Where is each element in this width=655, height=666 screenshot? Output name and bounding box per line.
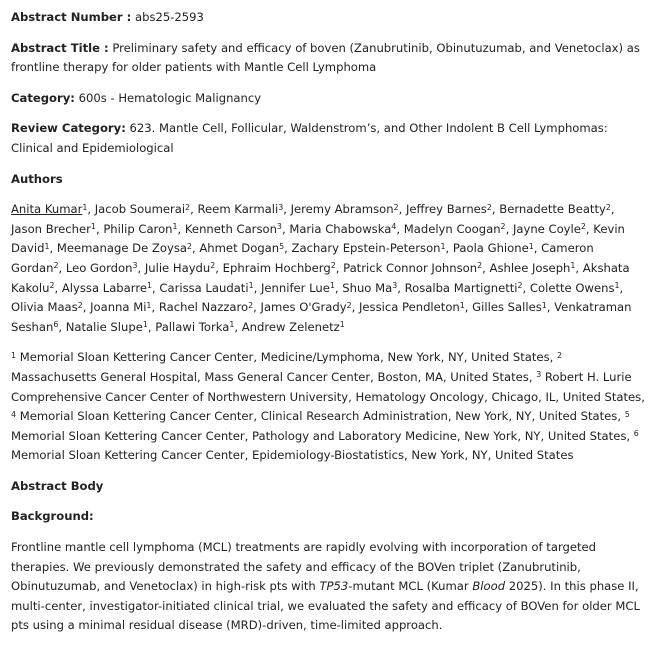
author-affiliation-mark: 1 bbox=[329, 280, 335, 290]
author-affiliation-mark: 2 bbox=[346, 300, 352, 310]
affiliation-number: 4 bbox=[11, 409, 17, 419]
background-heading: Background: bbox=[11, 509, 94, 524]
author bbox=[490, 261, 576, 275]
author bbox=[261, 300, 352, 314]
author-name: Joanna Mi bbox=[90, 300, 147, 315]
author-name: Kenneth Carson bbox=[184, 221, 277, 236]
review-category-row bbox=[11, 119, 648, 158]
author-name: Jeremy Abramson bbox=[290, 202, 394, 217]
author-name: Jason Brecher bbox=[11, 221, 91, 236]
author bbox=[291, 202, 399, 216]
authors-heading: Authors bbox=[11, 171, 63, 186]
author-affiliation-mark: 1 bbox=[172, 222, 178, 232]
author-name: James O'Grady bbox=[260, 300, 347, 315]
author bbox=[405, 281, 523, 295]
abstract-title-label: Abstract Title : bbox=[11, 40, 109, 55]
author-name: Ashlee Joseph bbox=[489, 260, 571, 275]
author bbox=[62, 281, 152, 295]
author bbox=[198, 202, 284, 216]
author bbox=[66, 261, 138, 275]
author bbox=[242, 320, 345, 334]
author-name: Rosalba Martignetti bbox=[404, 280, 518, 295]
author-affiliation-mark: 6 bbox=[53, 320, 59, 330]
author-affiliation-mark: 1 bbox=[570, 261, 576, 271]
author-name: Julie Haydu bbox=[144, 260, 211, 275]
author-name: Shuo Ma bbox=[342, 280, 393, 295]
author bbox=[66, 320, 148, 334]
affiliation bbox=[11, 409, 621, 423]
affiliation-text: Memorial Sloan Kettering Cancer Center, Pathology and Laboratory Medicine, New York, NY, United States, bbox=[11, 428, 631, 443]
author[interactable] bbox=[11, 202, 87, 216]
author bbox=[11, 300, 83, 314]
author-affiliation-mark: 2 bbox=[53, 261, 59, 271]
author bbox=[289, 222, 396, 236]
abstract-number-label: Abstract Number : bbox=[11, 10, 132, 24]
author-affiliation-mark: 1 bbox=[90, 222, 96, 232]
author bbox=[404, 222, 506, 236]
author-affiliation-mark: 2 bbox=[486, 202, 492, 212]
affiliation-number: 1 bbox=[11, 350, 17, 360]
author-affiliation-mark: 2 bbox=[49, 280, 55, 290]
author bbox=[343, 261, 482, 275]
abstract-number-value: abs25-2593 bbox=[134, 10, 204, 24]
author-name: Rachel Nazzaro bbox=[158, 300, 249, 315]
category-value: 600s - Hematologic Malignancy bbox=[78, 90, 262, 105]
author bbox=[406, 202, 492, 216]
author bbox=[145, 261, 215, 275]
author bbox=[159, 300, 253, 314]
author-affiliation-mark: 1 bbox=[229, 320, 235, 330]
author-affiliation-mark: 1 bbox=[142, 320, 148, 330]
author-affiliation-mark: 2 bbox=[77, 300, 83, 310]
affiliations-list bbox=[11, 348, 648, 466]
abstract-title-row bbox=[11, 39, 648, 78]
affiliation-text: Memorial Sloan Kettering Cancer Center, Medicine/Lymphoma, New York, NY, United States, bbox=[19, 350, 554, 365]
affiliation-text: Robert H. Lurie Comprehensive Cancer Center of Northwestern University, Hematology Oncology, Chicago, IL, United States, bbox=[11, 369, 645, 404]
author-affiliation-mark: 1 bbox=[82, 202, 88, 212]
author-affiliation-mark: 4 bbox=[391, 222, 397, 232]
author-affiliation-mark: 1 bbox=[146, 280, 152, 290]
author-name: Ahmet Dogan bbox=[199, 241, 280, 256]
author-affiliation-mark: 1 bbox=[528, 241, 534, 251]
author-name: Zachary Epstein-Peterson bbox=[291, 241, 441, 256]
author bbox=[185, 222, 282, 236]
author bbox=[95, 202, 190, 216]
author-name: Patrick Connor Johnson bbox=[343, 260, 478, 275]
author-name: Jeffrey Barnes bbox=[405, 202, 487, 217]
author-affiliation-mark: 1 bbox=[614, 280, 620, 290]
affiliation-text: Memorial Sloan Kettering Cancer Center, Clinical Research Administration, New York, NY, United States, bbox=[19, 409, 622, 424]
affiliation-number: 6 bbox=[633, 429, 639, 439]
category-row bbox=[11, 89, 648, 109]
author-name: Gilles Salles bbox=[472, 300, 542, 315]
author-affiliation-mark: 1 bbox=[459, 300, 465, 310]
affiliation-number: 5 bbox=[624, 409, 630, 419]
author-affiliation-mark: 2 bbox=[477, 261, 483, 271]
author-affiliation-mark: 2 bbox=[517, 280, 523, 290]
author bbox=[513, 222, 586, 236]
author-affiliation-mark: 2 bbox=[500, 222, 506, 232]
author-affiliation-mark: 1 bbox=[44, 241, 50, 251]
author-affiliation-mark: 2 bbox=[605, 202, 611, 212]
author-affiliation-mark: 1 bbox=[541, 300, 547, 310]
author-name: Jessica Pendleton bbox=[359, 300, 460, 315]
author bbox=[11, 222, 96, 236]
author-affiliation-mark: 1 bbox=[339, 320, 345, 330]
journal-name: Blood bbox=[472, 579, 506, 594]
author-name: Jennifer Lue bbox=[260, 280, 330, 295]
author-affiliation-mark: 2 bbox=[210, 261, 216, 271]
author-name: Pallawi Torka bbox=[155, 319, 230, 334]
affiliation-text: Massachusetts General Hospital, Mass General Cancer Center, Boston, MA, United States, bbox=[11, 369, 533, 384]
affiliation-text: Memorial Sloan Kettering Cancer Center, Epidemiology-Biostatistics, New York, NY, United States bbox=[11, 448, 574, 463]
author-affiliation-mark: 1 bbox=[440, 241, 446, 251]
review-category-value: 623. Mantle Cell, Follicular, Waldenstrom’s, and Other Indolent B Cell Lymphomas: Clinical and Epidemiological bbox=[11, 121, 608, 155]
author-name: Jacob Soumerai bbox=[94, 202, 186, 217]
author-affiliation-mark: 2 bbox=[185, 202, 191, 212]
author bbox=[453, 241, 534, 255]
author-name: Cameron Gordan bbox=[11, 241, 594, 275]
author-affiliation-mark: 3 bbox=[276, 222, 282, 232]
author-name: Kevin David bbox=[11, 221, 625, 256]
author-affiliation-mark: 3 bbox=[392, 280, 398, 290]
author-name: Ephraim Hochberg bbox=[222, 260, 331, 275]
author bbox=[261, 281, 335, 295]
author bbox=[342, 281, 397, 295]
category-label: Category: bbox=[11, 90, 75, 105]
author bbox=[359, 300, 465, 314]
author bbox=[57, 241, 192, 255]
author-name: Paola Ghione bbox=[452, 241, 529, 256]
authors-list: Anita Kumar$^1$, Jacob Soumerai$^2$, Reem Karmali$^3$, Jeremy Abramson$^2$, Jeffrey Barnes$^2$, Bernadette Beatty$^2$, Jason Brecher$^1$, Philip Caron$^1$, Kenneth Carson$^3$, Maria Chabowska$^4$, Madelyn Coogan$^2$, Jayne Coyle$^2$, Kevin David$^1$, Meemanage De Zoysa$^2$, Ahmet Dogan$^5$, Zachary Epstein-Peterson$^1$, Paola Ghione$^1$, Cameron Gordan$^2$, Leo Gordon$^3$, Julie Haydu$^2$, Ephraim Hochberg$^2$, Patrick Connor Johnson$^2$, Ashlee Joseph$^1$, Akshata Kakolu$^2$, Alyssa Labarre$^1$, Carissa Laudati$^1$, Jennifer Lue$^1$, Shuo Ma$^3$, Rosalba Martignetti$^2$, Colette Owens$^1$, Olivia Maas$^2$, Joanna Mi$^1$, Rachel Nazzaro$^2$, James O'Grady$^2$, Jessica Pendleton$^1$, Gilles Salles$^1$, Venkatraman Seshan$^6$, Natalie Slupe$^1$, Pallawi Torka$^1$, Andrew Zelenetz$^1$ bbox=[11, 202, 632, 334]
author-name: Venkatraman Seshan bbox=[11, 300, 632, 334]
author bbox=[530, 281, 620, 295]
author-name: Philip Caron bbox=[103, 221, 173, 236]
author bbox=[199, 241, 284, 255]
gene-tp53: TP53 bbox=[319, 579, 349, 594]
author-affiliation-mark: 3 bbox=[132, 261, 138, 271]
author bbox=[159, 281, 253, 295]
review-category-label: Review Category: bbox=[11, 121, 126, 136]
author bbox=[90, 300, 151, 314]
background-paragraph bbox=[11, 538, 648, 636]
affiliation bbox=[11, 350, 553, 364]
author-affiliation-mark: 3 bbox=[278, 202, 284, 212]
author bbox=[155, 320, 234, 334]
author-name: Reem Karmali bbox=[197, 202, 279, 217]
background-text-3: 2025). In this phase II, multi-center, investigator-initiated clinical trial, we evaluated the safety and efficacy of BOVen for older MCL pts using a minimal residual disease (MRD)-driven, time-limited approach. bbox=[11, 579, 640, 633]
author-name: Leo Gordon bbox=[65, 260, 133, 275]
author-name: Jayne Coyle bbox=[512, 221, 581, 236]
author-name: Natalie Slupe bbox=[65, 319, 143, 334]
abstract-body-heading: Abstract Body bbox=[11, 478, 104, 493]
author-name: Anita Kumar bbox=[11, 202, 83, 217]
author bbox=[103, 222, 177, 236]
author-affiliation-mark: 2 bbox=[248, 300, 254, 310]
author bbox=[223, 261, 336, 275]
background-text-2: -mutant MCL (Kumar bbox=[348, 579, 473, 594]
abstract-number-row bbox=[11, 8, 648, 28]
author-affiliation-mark: 2 bbox=[393, 202, 399, 212]
author-affiliation-mark: 1 bbox=[146, 300, 152, 310]
author-name: Olivia Maas bbox=[11, 300, 78, 315]
author-affiliation-mark: 2 bbox=[580, 222, 586, 232]
author-name: Madelyn Coogan bbox=[403, 221, 501, 236]
author bbox=[499, 202, 611, 216]
abstract-title-value: Preliminary safety and efficacy of boven (Zanubrutinib, Obinutuzumab, and Venetoclax) as frontline therapy for older patients with Mantle Cell Lymphoma bbox=[11, 40, 640, 75]
author-name: Meemanage De Zoysa bbox=[56, 241, 187, 256]
author-name: Andrew Zelenetz bbox=[241, 319, 340, 334]
author-affiliation-mark: 2 bbox=[330, 261, 336, 271]
background-text-1: Frontline mantle cell lymphoma (MCL) treatments are rapidly evolving with incorporation of targeted therapies. We previously demonstrated the safety and efficacy of the BOVen triplet (Zanubrutinib, Obinutuzumab, and Venetoclax) in high-risk pts with bbox=[11, 540, 597, 594]
author-name: Colette Owens bbox=[529, 280, 615, 295]
author-name: Akshata Kakolu bbox=[11, 260, 630, 295]
author-affiliation-mark: 1 bbox=[248, 280, 254, 290]
author-name: Maria Chabowska bbox=[289, 221, 392, 236]
author-name: Bernadette Beatty bbox=[499, 202, 606, 217]
author-name: Carissa Laudati bbox=[159, 280, 249, 295]
author-name: Alyssa Labarre bbox=[61, 280, 147, 295]
affiliation-number: 3 bbox=[536, 370, 542, 380]
author-affiliation-mark: 5 bbox=[279, 241, 285, 251]
author bbox=[472, 300, 547, 314]
affiliation-number: 2 bbox=[556, 350, 562, 360]
author bbox=[292, 241, 446, 255]
author-affiliation-mark: 2 bbox=[186, 241, 192, 251]
